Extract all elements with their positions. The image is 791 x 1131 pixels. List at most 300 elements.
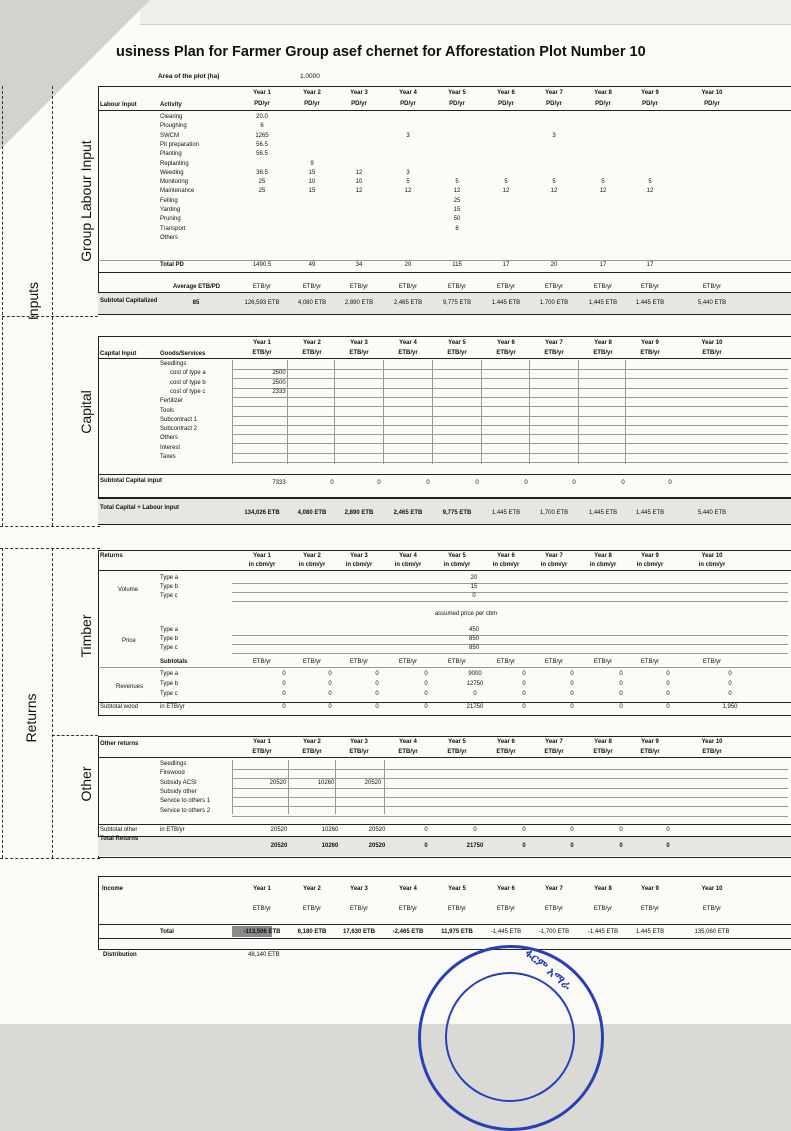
timber-subtotals-unit: ETB/yr (447, 659, 467, 665)
vrule (287, 360, 288, 464)
revenue-cell: 0 (424, 671, 428, 677)
capital-cell: 2333 (272, 388, 286, 395)
vrule (529, 360, 530, 464)
rule (98, 702, 791, 703)
vrule (432, 360, 433, 464)
revenue-type-label: Type a (160, 671, 179, 677)
avg-etb-label: Average ETB/PD (173, 284, 221, 290)
revenue-cell: 0 (282, 681, 286, 687)
labour-etb-unit: ETB/yr (398, 284, 418, 290)
labour-subtotal-cell: 126,593 ETB (244, 300, 280, 306)
labour-cell: 5 (406, 179, 410, 186)
labour-cell: 25 (258, 179, 266, 186)
revenue-cell: 0 (666, 691, 670, 697)
timber-year-header: Year 7 (545, 553, 563, 559)
revenue-cell: 0 (424, 691, 428, 697)
capital-subtotal-cell: 0 (426, 480, 430, 486)
income-total-cell: 135,060 ETB (694, 929, 730, 935)
capital-goods-header: Goods/Services (160, 351, 206, 357)
income-total-cell: 17,630 ETB (342, 929, 376, 935)
other-unit-header: ETB/yr (593, 749, 613, 755)
other-year-header: Year 8 (594, 739, 612, 745)
subtotal-other-cell: 0 (570, 827, 574, 833)
labour-cell: 10 (355, 179, 363, 186)
rule (98, 924, 791, 925)
capital-label: Capital (78, 390, 94, 434)
total-returns-cell: 0 (666, 843, 670, 849)
labour-cell: 5 (601, 179, 605, 186)
income-total-cell: 6,180 ETB (297, 929, 327, 935)
volume-cell: 15 (470, 584, 478, 590)
labour-cell: 12 (404, 188, 412, 195)
timber-year-header: Year 9 (641, 553, 659, 559)
labour-unit-header: PD/yr (595, 101, 611, 107)
stamp-text: ፋርም አማራ (522, 945, 575, 993)
rule (232, 443, 788, 444)
other-cell: 20520 (269, 779, 287, 786)
volume-type-label: Type c (160, 593, 178, 599)
rule (98, 498, 791, 499)
other-unit-header: ETB/yr (702, 749, 722, 755)
rule (232, 778, 788, 779)
capital-unit-header: ETB/yr (593, 350, 613, 356)
volume-type-label: Type a (160, 575, 179, 581)
labour-activity-label: Clearing (160, 114, 183, 120)
labour-total-cell: 115 (452, 262, 462, 268)
capital-subtotal-cell: 0 (475, 480, 479, 486)
price-type-label: Type c (160, 645, 178, 651)
labour-activity-label: Pruning (160, 216, 181, 223)
labour-activity-label: Maintenance (160, 188, 195, 195)
timber-subtotals-unit: ETB/yr (496, 659, 516, 665)
other-year-header: Year 9 (641, 739, 659, 745)
labour-activity-label: Planting (160, 151, 182, 158)
timber-subtotals-label: Subtotals (160, 659, 188, 665)
income-unit-header: ETB/yr (544, 906, 564, 912)
timber-year-header: Year 10 (701, 553, 723, 559)
price-cell: 450 (468, 627, 480, 633)
revenue-cell: 0 (375, 691, 379, 697)
labour-subtotal-cell: 9,775 ETB (442, 300, 472, 306)
revenue-cell: 0 (728, 671, 732, 677)
rule (232, 453, 788, 454)
underlying-sheet (140, 0, 791, 25)
total-returns-cell: 20520 (368, 843, 386, 849)
subtotal-wood-cell: 0 (375, 704, 379, 710)
timber-unit-header: in cbm/yr (394, 562, 422, 568)
rule (232, 425, 788, 426)
labour-activity-label: Others (160, 234, 179, 241)
labour-cell: 12 (502, 188, 510, 195)
rule (98, 667, 791, 668)
labour-cell: 15 (308, 169, 316, 176)
revenue-cell: 0 (619, 681, 623, 687)
total-capital-cell: 1,700 ETB (539, 510, 569, 516)
rule (98, 524, 791, 525)
timber-subtotals-unit: ETB/yr (544, 659, 564, 665)
labour-total-cell: 17 (599, 262, 607, 268)
labour-subtotal-cell: 1,445 ETB (588, 300, 618, 306)
capital-unit-header: ETB/yr (544, 350, 564, 356)
capital-subtotal-cell: 0 (524, 480, 528, 486)
vrule (481, 360, 482, 464)
labour-activity-header: Activity (160, 102, 182, 108)
rule (232, 397, 788, 398)
labour-cell: 12 (355, 188, 363, 195)
total-capital-cell: 134,026 ETB (244, 510, 280, 516)
revenue-cell: 0 (728, 691, 732, 697)
labour-activity-label: Felling (160, 197, 178, 204)
labour-cell: 25 (258, 188, 266, 195)
total-returns-cell: 10260 (321, 843, 339, 849)
subtotal-other-cell: 0 (522, 827, 526, 833)
other-item-label: Subsidy other (160, 788, 197, 795)
rule (232, 592, 788, 593)
total-capital-cell: 2,465 ETB (393, 510, 423, 516)
capital-subtotal-cell: 0 (330, 480, 334, 486)
rule (98, 272, 791, 273)
income-total-cell: -1,445 ETB (587, 929, 619, 935)
labour-cell: 50 (453, 216, 461, 223)
capital-subtotal-cell: 0 (377, 480, 381, 486)
labour-subtotal-cell: 2,465 ETB (393, 300, 423, 306)
rule (98, 938, 791, 939)
price-type-label: Type b (160, 636, 179, 642)
labour-year-header: Year 6 (497, 90, 515, 96)
labour-unit-header: PD/yr (254, 101, 270, 107)
capital-cell: 2500 (272, 379, 286, 386)
capital-item-label: Others (160, 435, 179, 442)
page-title: usiness Plan for Farmer Group asef chernet for Afforestation Plot Number 10 (116, 44, 646, 60)
labour-cell: 15 (453, 207, 461, 213)
rule (98, 110, 791, 111)
subtotal-wood-cell: 0 (666, 704, 670, 710)
capital-year-header: Year 4 (399, 340, 417, 346)
total-capital-cell: 9,775 ETB (442, 510, 472, 516)
capital-section-header: Capital Input (100, 351, 137, 357)
timber-label: Timber (78, 614, 94, 658)
revenue-cell: 0 (375, 671, 379, 677)
other-year-header: Year 1 (253, 739, 271, 745)
capital-item-label: cost of type b (170, 379, 206, 386)
labour-unit-header: PD/yr (546, 101, 562, 107)
timber-subtotals-unit: ETB/yr (398, 659, 418, 665)
labour-total-label: Total PD (160, 262, 184, 268)
other-unit-header: ETB/yr (398, 749, 418, 755)
income-total-cell: -113,506 ETB (243, 929, 281, 935)
volume-label: Volume (118, 587, 139, 593)
other-item-label: Firewood (160, 770, 185, 777)
rule (232, 644, 788, 645)
capital-year-header: Year 5 (448, 340, 466, 346)
labour-cell: 5 (504, 179, 508, 186)
labour-cell: 36.5 (256, 169, 268, 176)
labour-cell: 10 (308, 179, 316, 186)
labour-unit-header: PD/yr (642, 101, 658, 107)
subtotal-other-cell: 20520 (368, 827, 386, 833)
labour-etb-unit: ETB/yr (702, 284, 722, 290)
area-label: Area of the plot (ha) (158, 73, 220, 80)
other-year-header: Year 10 (701, 739, 723, 745)
other-label: Other (78, 766, 94, 802)
timber-unit-header: in cbm/yr (589, 562, 617, 568)
capital-unit-header: ETB/yr (349, 350, 369, 356)
rule (232, 797, 788, 798)
labour-etb-unit: ETB/yr (640, 284, 660, 290)
income-year-header: Year 2 (303, 886, 321, 892)
labour-cell: 20.0 (256, 114, 268, 120)
labour-cell: 56.5 (256, 151, 268, 158)
capital-year-header: Year 1 (253, 340, 271, 346)
labour-etb-unit: ETB/yr (252, 284, 272, 290)
income-year-header: Year 9 (641, 886, 659, 892)
capital-subtotal-label: Subtotal Capital input (100, 478, 162, 484)
labour-year-header: Year 3 (350, 90, 368, 96)
subtotal-wood-label: Subtotal wood (100, 704, 139, 710)
income-year-header: Year 7 (545, 886, 563, 892)
rule (232, 406, 788, 407)
income-year-header: Year 1 (253, 886, 271, 892)
rule (98, 570, 791, 571)
subtotal-wood-cell: 0 (522, 704, 526, 710)
timber-year-header: Year 2 (303, 553, 321, 559)
labour-table (98, 86, 791, 294)
income-total-cell: -1,700 ETB (538, 929, 570, 935)
rule (232, 635, 788, 636)
other-cell: 20520 (364, 779, 382, 786)
revenue-cell: 9000 (468, 671, 482, 677)
total-capital-cell: 1,445 ETB (491, 510, 521, 516)
timber-unit-header: in cbm/yr (636, 562, 664, 568)
income-total-cell: -1,445 ETB (490, 929, 522, 935)
total-capital-cell: 1,445 ETB (588, 510, 618, 516)
capital-subtotal-cell: 7333 (272, 480, 286, 486)
timber-unit-header: in cbm/yr (248, 562, 276, 568)
rule (232, 601, 788, 602)
rule (98, 757, 791, 758)
rule (232, 583, 788, 584)
labour-total-cell: 34 (355, 262, 363, 268)
labour-cell: 5 (552, 179, 556, 186)
capital-item-label: Fertilizer (160, 398, 184, 405)
other-section-header: Other returns (100, 741, 139, 747)
capital-year-header: Year 7 (545, 340, 563, 346)
subtotal-wood-cell: 0 (570, 704, 574, 710)
labour-cell: 5 (648, 179, 652, 186)
labour-cell: 3 (406, 169, 410, 176)
labour-subtotal-cell: 1,445 ETB (635, 300, 665, 306)
labour-cell: 12 (646, 188, 654, 195)
revenue-cell: 0 (570, 671, 574, 677)
labour-cell: 3 (406, 132, 410, 139)
price-type-label: Type a (160, 627, 179, 633)
other-unit-header: ETB/yr (252, 749, 272, 755)
capital-year-header: Year 8 (594, 340, 612, 346)
capital-year-header: Year 2 (303, 340, 321, 346)
income-total-cell: -2,465 ETB (392, 929, 424, 935)
labour-activity-label: Pit preparation (160, 141, 200, 148)
labour-year-header: Year 2 (303, 90, 321, 96)
other-item-label: Seedlings (160, 761, 187, 767)
total-returns-cell: 0 (619, 843, 623, 849)
income-unit-header: ETB/yr (252, 906, 272, 912)
capital-subtotal-cell: 0 (668, 480, 672, 486)
capital-item-label: cost of type a (170, 370, 206, 377)
timber-unit-header: in cbm/yr (698, 562, 726, 568)
labour-year-header: Year 7 (545, 90, 563, 96)
subtotal-other-cell: 0 (666, 827, 670, 833)
capital-item-label: Subcontract 2 (160, 426, 198, 433)
income-unit-header: ETB/yr (398, 906, 418, 912)
labour-total-cell: 49 (308, 262, 316, 268)
vrule (232, 360, 233, 464)
labour-etb-unit: ETB/yr (447, 284, 467, 290)
labour-cell: 15 (308, 188, 316, 195)
labour-etb-unit: ETB/yr (496, 284, 516, 290)
labour-cell: 8 (455, 225, 459, 232)
rule (98, 358, 791, 359)
total-returns-cell: 20520 (270, 843, 288, 849)
timber-year-header: Year 1 (253, 553, 271, 559)
subtotal-other-unit: in ETB/yr (160, 827, 185, 833)
labour-subtotal-cell: 1,445 ETB (491, 300, 521, 306)
rule (98, 824, 791, 825)
other-year-header: Year 3 (350, 739, 368, 745)
capital-year-header: Year 3 (350, 340, 368, 346)
subtotal-wood-cell: 0 (282, 704, 286, 710)
revenue-cell: 0 (328, 681, 332, 687)
income-unit-header: ETB/yr (496, 906, 516, 912)
labour-cell: 6 (260, 123, 264, 130)
labour-year-header: Year 10 (701, 90, 723, 96)
returns-label: Returns (23, 693, 39, 743)
labour-year-header: Year 8 (594, 90, 612, 96)
revenue-cell: 0 (375, 681, 379, 687)
capital-year-header: Year 6 (497, 340, 515, 346)
timber-section-header: Returns (100, 553, 123, 559)
capital-unit-header: ETB/yr (302, 350, 322, 356)
timber-subtotals-unit: ETB/yr (593, 659, 613, 665)
revenue-cell: 0 (424, 681, 428, 687)
revenue-cell: 0 (522, 691, 526, 697)
rule (98, 260, 791, 261)
labour-unit-header: PD/yr (449, 101, 465, 107)
labour-unit-header: PD/yr (304, 101, 320, 107)
price-label: Price (122, 638, 136, 644)
labour-etb-unit: ETB/yr (593, 284, 613, 290)
total-capital-cell: 5,440 ETB (697, 510, 727, 516)
other-year-header: Year 7 (545, 739, 563, 745)
subtotal-other-label: Subtotal other (100, 827, 138, 833)
other-cell: 10260 (317, 779, 335, 786)
labour-cell: 56.5 (256, 141, 268, 148)
labour-activity-label: Ploughing (160, 123, 187, 130)
revenue-cell: 0 (282, 691, 286, 697)
timber-unit-header: in cbm/yr (298, 562, 326, 568)
labour-section-header: Labour Input (100, 102, 137, 108)
rule (232, 462, 788, 463)
rule (232, 806, 788, 807)
timber-unit-header: in cbm/yr (345, 562, 373, 568)
revenue-cell: 0 (522, 671, 526, 677)
subtotal-other-cell: 0 (619, 827, 623, 833)
price-cell: 850 (468, 645, 480, 651)
labour-total-cell: 1490.5 (252, 262, 272, 268)
rule (98, 314, 791, 315)
income-unit-header: ETB/yr (702, 906, 722, 912)
labour-unit-header: PD/yr (351, 101, 367, 107)
vrule (625, 360, 626, 464)
labour-activity-label: Monitoring (160, 179, 189, 186)
revenue-cell: 0 (328, 691, 332, 697)
labour-etb-unit: ETB/yr (302, 284, 322, 290)
revenue-cell: 0 (282, 671, 286, 677)
rule (232, 369, 788, 370)
labour-total-cell: 17 (646, 262, 654, 268)
total-capital-cell: 1,445 ETB (635, 510, 665, 516)
revenues-label: Revenues (116, 684, 144, 690)
capital-year-header: Year 10 (701, 340, 723, 346)
labour-unit-header: PD/yr (400, 101, 416, 107)
capital-unit-header: ETB/yr (496, 350, 516, 356)
labour-year-header: Year 4 (399, 90, 417, 96)
revenue-type-label: Type b (160, 681, 179, 687)
income-year-header: Year 4 (399, 886, 417, 892)
income-unit-header: ETB/yr (593, 906, 613, 912)
rule (232, 788, 788, 789)
labour-subtotal-cell: 4,080 ETB (297, 300, 327, 306)
revenue-cell: 0 (570, 691, 574, 697)
labour-total-cell: 17 (502, 262, 510, 268)
total-capital-label: Total Capital + Labour input (100, 505, 180, 511)
capital-cell: 2500 (272, 370, 286, 377)
price-note: assumed price per cbm (434, 611, 498, 617)
rule (232, 416, 788, 417)
labour-cell: 3 (552, 132, 556, 139)
revenue-cell: 0 (619, 671, 623, 677)
labour-activity-label: SWCM (160, 132, 179, 139)
total-returns-cell: 0 (570, 843, 574, 849)
labour-cell: 5 (455, 179, 459, 186)
other-unit-header: ETB/yr (447, 749, 467, 755)
rule (232, 653, 788, 654)
other-unit-header: ETB/yr (349, 749, 369, 755)
capital-item-label: Tools (160, 407, 175, 414)
timber-subtotals-unit: ETB/yr (252, 659, 272, 665)
income-year-header: Year 10 (701, 886, 723, 892)
group-labour-label: Group Labour Input (78, 140, 94, 262)
capital-subtotal-cell: 0 (621, 480, 625, 486)
revenue-cell: 0 (522, 681, 526, 687)
timber-year-header: Year 4 (399, 553, 417, 559)
other-item-label: Service to others 1 (160, 798, 211, 805)
capital-item-label: cost of type c (170, 388, 206, 395)
volume-type-label: Type b (160, 584, 179, 590)
total-capital-cell: 2,890 ETB (344, 510, 374, 516)
other-item-label: Subsidy ACSI (160, 779, 197, 786)
inputs-label: Inputs (25, 281, 41, 321)
capital-unit-header: ETB/yr (702, 350, 722, 356)
labour-unit-header: PD/yr (704, 101, 720, 107)
labour-cell: 25 (453, 197, 461, 204)
labour-subtotal-cell: 2,890 ETB (344, 300, 374, 306)
labour-total-cell: 20 (550, 262, 558, 268)
labour-year-header: Year 1 (253, 90, 271, 96)
labour-cell: 12 (550, 188, 558, 195)
income-year-header: Year 5 (448, 886, 466, 892)
labour-subtotal-label: Subtotal Capitalized (100, 298, 158, 304)
avg-etb-value: 85 (192, 300, 200, 306)
